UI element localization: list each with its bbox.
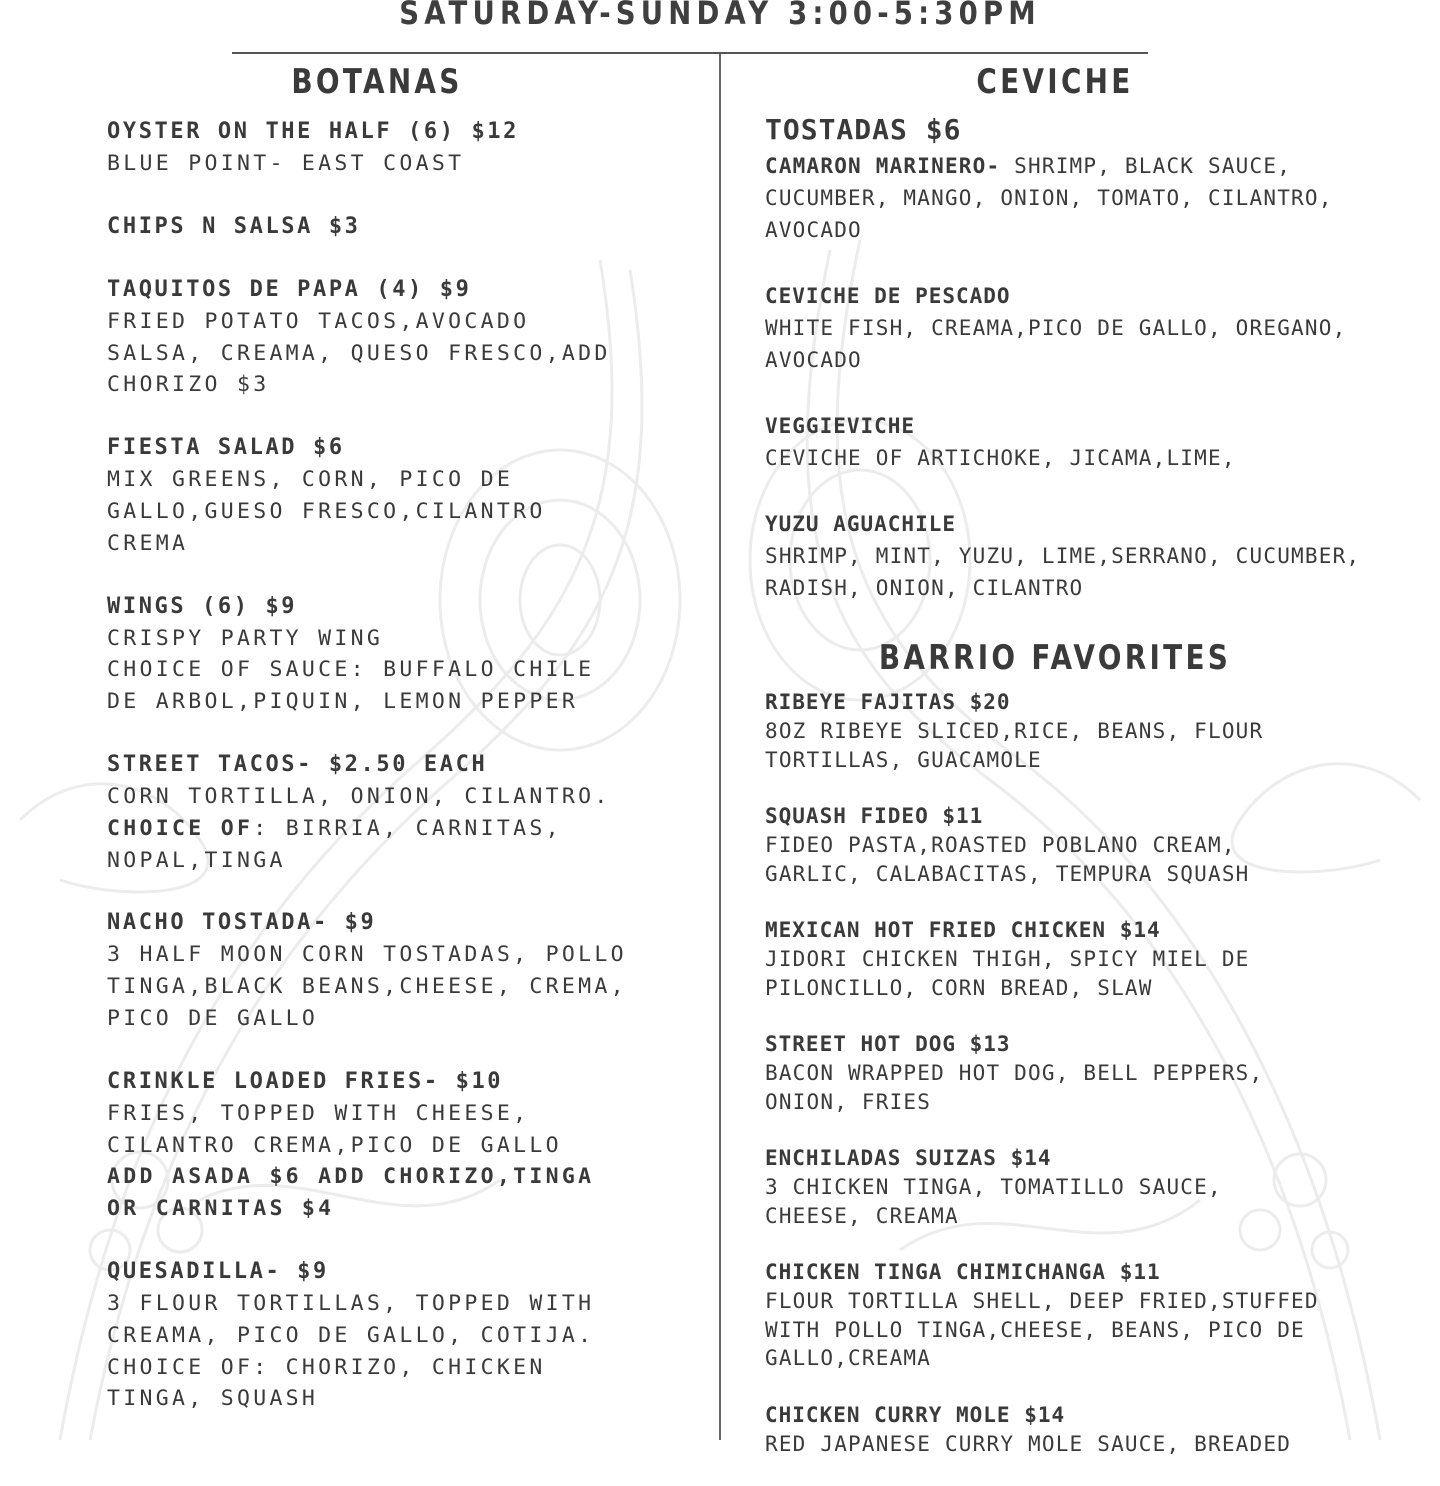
item-description bbox=[107, 464, 687, 559]
desc-line bbox=[107, 813, 687, 845]
desc-line: TINGA, SQUASH bbox=[107, 1386, 319, 1412]
desc-line: CORN TORTILLA, ONION, CILANTRO. bbox=[107, 783, 611, 809]
item-name: TAQUITOS DE PAPA (4) $9 bbox=[107, 276, 472, 302]
item-name: STREET TACOS- $2.50 EACH bbox=[107, 751, 488, 777]
choice-label: CHOICE OF bbox=[107, 815, 254, 841]
desc-line: CREAMA, PICO DE GALLO, COTIJA. bbox=[107, 1322, 595, 1348]
desc-line: WHITE FISH, CREAMA,PICO DE GALLO, OREGANO, bbox=[765, 316, 1347, 340]
add-on-line: ADD ASADA $6 ADD CHORIZO,TINGA bbox=[107, 1164, 595, 1190]
desc-line: CRISPY PARTY WING bbox=[107, 625, 384, 651]
ceviche-section bbox=[765, 62, 1425, 604]
desc-line: FRIED POTATO TACOS,AVOCADO bbox=[107, 308, 530, 334]
desc-line: PICO DE GALLO bbox=[107, 1005, 319, 1031]
item-name: CHIPS N SALSA $3 bbox=[107, 213, 361, 239]
menu-item-curry-mole bbox=[765, 1401, 1425, 1459]
desc-line: TINGA,BLACK BEANS,CHEESE, CREMA, bbox=[107, 974, 627, 1000]
item-name: CRINKLE LOADED FRIES- $10 bbox=[107, 1068, 504, 1094]
item-description bbox=[765, 717, 1425, 774]
item-description bbox=[765, 1430, 1425, 1459]
item-name: MEXICAN HOT FRIED CHICKEN $14 bbox=[765, 918, 1161, 942]
section-title-ceviche: CEVICHE bbox=[976, 62, 1134, 102]
item-description bbox=[765, 1287, 1425, 1373]
item-name: FIESTA SALAD $6 bbox=[107, 435, 345, 461]
menu-item-street-tacos bbox=[107, 749, 687, 876]
menu-item-squash-fideo bbox=[765, 802, 1425, 888]
desc-line: BLUE POINT- EAST COAST bbox=[107, 151, 465, 176]
desc-line: 3 HALF MOON CORN TOSTADAS, POLLO bbox=[107, 942, 627, 968]
desc-line: CEVICHE OF ARTICHOKE, JICAMA,LIME, bbox=[765, 446, 1236, 470]
item-description bbox=[765, 945, 1425, 1002]
menu-item-wings bbox=[107, 591, 687, 718]
desc-line: SALSA, CREAMA, QUESO FRESCO,ADD bbox=[107, 340, 611, 366]
item-description bbox=[765, 312, 1425, 376]
menu-item-veggieviche bbox=[765, 410, 1425, 474]
item-description bbox=[765, 1173, 1425, 1230]
desc-line: WITH POLLO TINGA,CHEESE, BEANS, PICO DE bbox=[765, 1317, 1305, 1342]
item-name: CHICKEN CURRY MOLE $14 bbox=[765, 1402, 1066, 1427]
item-description bbox=[765, 442, 1425, 474]
item-name: RIBEYE FAJITAS $20 bbox=[765, 690, 1011, 714]
desc-line: FIDEO PASTA,ROASTED POBLANO CREAM, bbox=[765, 833, 1236, 857]
menu-item-chimichanga bbox=[765, 1258, 1425, 1373]
item-name: CAMARON MARINERO- bbox=[765, 154, 1001, 178]
item-description bbox=[107, 1288, 687, 1415]
menu-item-enchiladas-suizas bbox=[765, 1144, 1425, 1230]
item-name: WINGS (6) $9 bbox=[107, 593, 298, 619]
item-description bbox=[107, 781, 687, 876]
desc-line: CHEESE, CREAMA bbox=[765, 1203, 959, 1228]
menu-item-yuzu-aguachile bbox=[765, 508, 1425, 604]
desc-line: MIX GREENS, CORN, PICO DE bbox=[107, 467, 514, 493]
item-name: NACHO TOSTADA- $9 bbox=[107, 910, 377, 936]
item-description bbox=[765, 831, 1425, 888]
item-description bbox=[107, 148, 687, 180]
menu-item-ribeye-fajitas bbox=[765, 688, 1425, 774]
section-title-botanas: BOTANAS bbox=[291, 62, 463, 102]
desc-line: BACON WRAPPED HOT DOG, BELL PEPPERS, bbox=[765, 1061, 1264, 1085]
item-description bbox=[107, 939, 687, 1034]
menu-item-chips bbox=[107, 211, 687, 243]
favorites-section bbox=[765, 638, 1425, 1458]
desc-line: AVOCADO bbox=[765, 348, 862, 372]
desc-line: CHOICE OF: CHORIZO, CHICKEN bbox=[107, 1354, 546, 1380]
item-description bbox=[107, 1098, 687, 1225]
menu-item-oyster bbox=[107, 116, 687, 180]
desc-line bbox=[765, 150, 1425, 182]
item-description bbox=[107, 623, 687, 718]
desc-line: PILONCILLO, CORN BREAD, SLAW bbox=[765, 975, 1153, 1000]
desc-line: CILANTRO CREMA,PICO DE GALLO bbox=[107, 1132, 562, 1158]
desc-line: FLOUR TORTILLA SHELL, DEEP FRIED,STUFFED bbox=[765, 1289, 1319, 1313]
desc-line: SHRIMP, MINT, YUZU, LIME,SERRANO, CUCUMBER, bbox=[765, 544, 1361, 568]
desc-line: 8OZ RIBEYE SLICED,RICE, BEANS, FLOUR bbox=[765, 719, 1264, 743]
item-name: SQUASH FIDEO $11 bbox=[765, 804, 984, 828]
menu-item-fiesta-salad bbox=[107, 432, 687, 559]
item-description bbox=[765, 150, 1425, 246]
item-name: OYSTER ON THE HALF (6) $12 bbox=[107, 119, 519, 144]
desc-line: JIDORI CHICKEN THIGH, SPICY MIEL DE bbox=[765, 947, 1250, 971]
menu-item-crinkle-fries bbox=[107, 1066, 687, 1225]
desc-line: GARLIC, CALABACITAS, TEMPURA SQUASH bbox=[765, 861, 1250, 886]
desc-line: GALLO,GUESO FRESCO,CILANTRO bbox=[107, 498, 546, 524]
item-name: VEGGIEVICHE bbox=[765, 414, 916, 438]
menu-item-hot-fried-chicken bbox=[765, 916, 1425, 1002]
desc-line: RADISH, ONION, CILANTRO bbox=[765, 576, 1084, 600]
item-name: YUZU AGUACHILE bbox=[765, 512, 957, 536]
right-column bbox=[765, 62, 1425, 1486]
desc-line: NOPAL,TINGA bbox=[107, 847, 286, 873]
menu-item-camaron-marinero bbox=[765, 150, 1425, 246]
desc-line: CHORIZO $3 bbox=[107, 372, 270, 398]
menu-item-quesadilla bbox=[107, 1256, 687, 1415]
add-on-line: OR CARNITAS $4 bbox=[107, 1196, 335, 1222]
item-name: STREET HOT DOG $13 bbox=[765, 1032, 1011, 1056]
desc-line: RED JAPANESE CURRY MOLE SAUCE, BREADED bbox=[765, 1431, 1292, 1456]
desc-line: 3 CHICKEN TINGA, TOMATILLO SAUCE, bbox=[765, 1175, 1222, 1199]
menu-item-street-hot-dog bbox=[765, 1030, 1425, 1116]
item-description bbox=[765, 1059, 1425, 1116]
desc-line: TORTILLAS, GUACAMOLE bbox=[765, 747, 1042, 772]
botanas-column bbox=[107, 62, 687, 1446]
desc-line: CUCUMBER, MANGO, ONION, TOMATO, CILANTRO, bbox=[765, 186, 1333, 210]
desc-line: 3 FLOUR TORTILLAS, TOPPED WITH bbox=[107, 1290, 595, 1316]
desc-line: CHOICE OF SAUCE: BUFFALO CHILE bbox=[107, 657, 595, 683]
header-divider bbox=[232, 52, 1148, 54]
item-name: CHICKEN TINGA CHIMICHANGA $11 bbox=[765, 1260, 1161, 1284]
item-inline-desc: SHRIMP, BLACK SAUCE, bbox=[1000, 154, 1292, 178]
desc-line: GALLO,CREAMA bbox=[765, 1346, 932, 1370]
hours-header: SATURDAY-SUNDAY 3:00-5:30PM bbox=[399, 0, 1041, 32]
desc-line: AVOCADO bbox=[765, 218, 862, 242]
choice-options: : BIRRIA, CARNITAS, bbox=[253, 815, 562, 841]
desc-line: DE ARBOL,PIQUIN, LEMON PEPPER bbox=[107, 689, 579, 715]
menu-item-ceviche-pescado bbox=[765, 280, 1425, 376]
menu-item-nacho-tostada bbox=[107, 907, 687, 1034]
desc-line: FRIES, TOPPED WITH CHEESE, bbox=[107, 1100, 530, 1126]
column-divider bbox=[719, 54, 721, 1440]
item-name: ENCHILADAS SUIZAS $14 bbox=[765, 1146, 1052, 1170]
item-name: CEVICHE DE PESCADO bbox=[765, 284, 1011, 308]
desc-line: ONION, FRIES bbox=[765, 1089, 932, 1114]
item-name: QUESADILLA- $9 bbox=[107, 1258, 329, 1284]
item-description bbox=[107, 306, 687, 401]
tostadas-subhead: TOSTADAS $6 bbox=[765, 113, 962, 146]
menu-item-taquitos bbox=[107, 274, 687, 401]
desc-line: CREMA bbox=[107, 530, 189, 556]
section-title-favorites: BARRIO FAVORITES bbox=[878, 638, 1232, 678]
item-description bbox=[765, 540, 1425, 604]
